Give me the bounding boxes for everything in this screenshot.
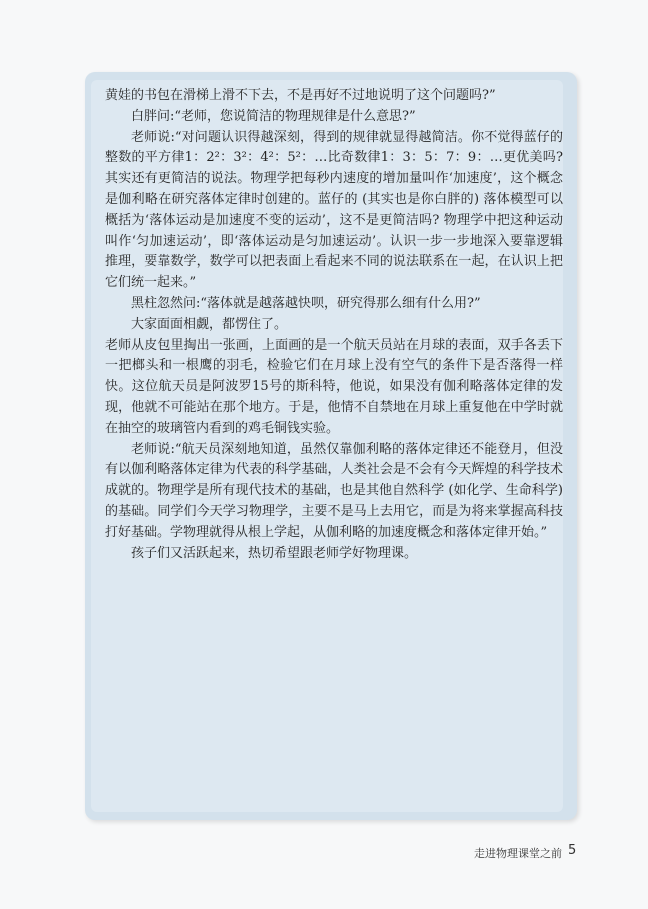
- paragraph: 老师从皮包里掏出一张画，上面画的是一个航天员站在月球的表面，双手各丢下一把榔头和一根鹰的羽毛，检验它们在月球上没有空气的条件下是否落得一样快。这位航天员是阿波罗15号的斯科特，他说，如果没有伽利略落体定律的发现，他就不可能站在那个地方。于是，他情不自禁地在月球上重复他在中学时就在抽空的玻璃管内看到的鸡毛铜钱实验。: [105, 337, 563, 436]
- paragraph: 大家面面相觑，都愣住了。: [131, 316, 288, 332]
- paragraph: 白胖问:“老师，您说简洁的物理规律是什么意思?”: [131, 108, 416, 124]
- running-footer-title: 走进物理课堂之前: [474, 847, 562, 860]
- page-number: 5: [568, 843, 577, 858]
- paragraph: 黑柱忽然问:“落体就是越落越快呗，研究得那么细有什么用?”: [131, 295, 481, 311]
- paragraph: 老师说:“对问题认识得越深刻，得到的规律就显得越简洁。你不觉得蓝仔的整数的平方律1：2²：3²：4²：5²：…比奇数律1：3：5：7：9：…更优美吗? 其实还有更简洁的说法。物理学把每秒内速度的增加量叫作‘加速度’，这个概念是伽利略在研究落体定律时创建的。蓝仔的 (其实也是你白胖的) 落体模型可以概括为‘落体运动是加速度不变的运动’，这不是更简洁吗? 物理学中把这种运动叫作‘匀加速运动’，即‘落体运动是匀加速运动’。认识一步一步地深入要靠逻辑推理，要靠数学，数学可以把表面上看起来不同的说法联系在一起，在认识上把它们统一起来。”: [105, 129, 563, 291]
- body-text: [105, 86, 563, 564]
- paragraph: 老师说:“航天员深刻地知道，虽然仅靠伽利略的落体定律还不能登月，但没有以伽利略落体定律为代表的科学基础，人类社会是不会有今天辉煌的科学技术成就的。物理学是所有现代技术的基础，也是其他自然科学 (如化学、生命科学) 的基础。同学们今天学习物理学，主要不是马上去用它，而是为将来掌握高科技打好基础。学物理就得从根上学起，从伽利略的加速度概念和落体定律开始。”: [105, 441, 563, 540]
- paragraph: 黄娃的书包在滑梯上滑不下去，不是再好不过地说明了这个问题吗?”: [105, 88, 496, 103]
- paragraph: 孩子们又活跃起来，热切希望跟老师学好物理课。: [131, 545, 418, 561]
